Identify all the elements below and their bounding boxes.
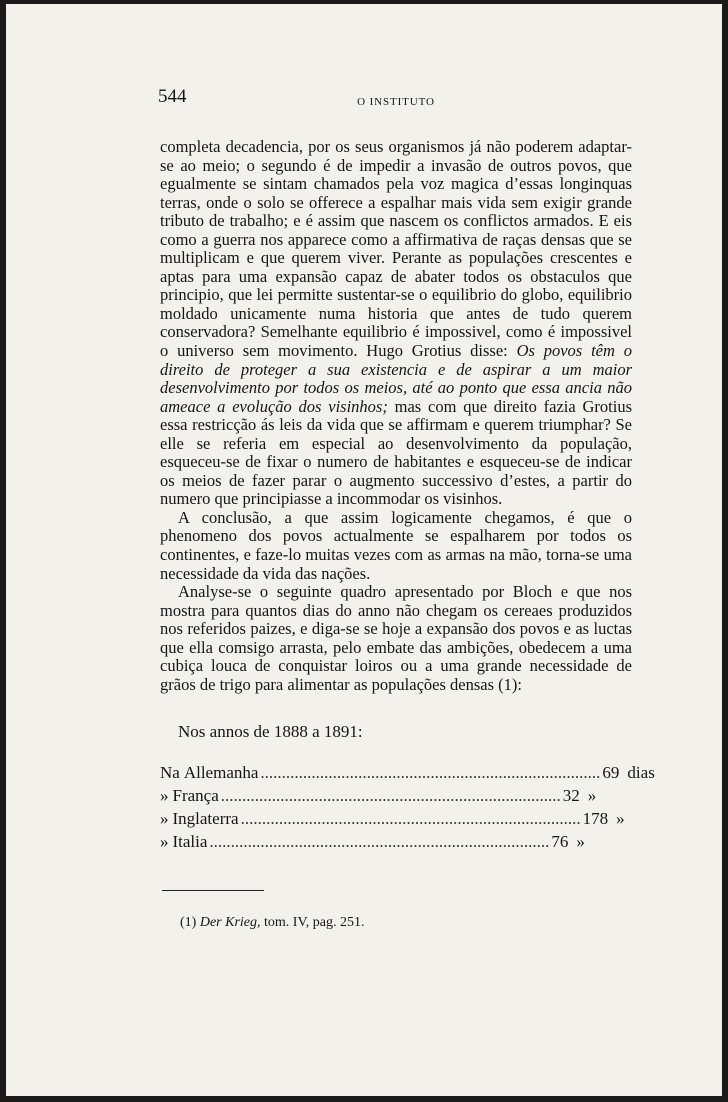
row-lead: » [160, 831, 169, 851]
row-lead: » [160, 808, 169, 828]
leader-dots: ................................................................................ [220, 785, 561, 805]
days-unit: » [576, 831, 585, 851]
page-content [158, 86, 655, 933]
footnote-reference: tom. IV, pag. 251. [260, 914, 365, 930]
country-name: Inglaterra [172, 808, 239, 828]
days-value: 32 [562, 785, 580, 805]
row-lead: » [160, 785, 169, 805]
days-unit: » [616, 808, 625, 828]
running-header [158, 86, 632, 112]
text-segment: completa decadencia, por os seus organismos já não poderem adaptar-se ao meio; o segundo é de impedir a invasão de outros povos, que egualmente se sintam chamados pela voz magica d’essas longinquas terras, onde o solo se offerece a espalhar mais vida sem exigir grande tributo de trabalho; e é assim que nascem os conflictos armados. E eis como a guerra nos apparece como a affirmativa de raças densas que se multiplicam e que querem viver. Perante as populações crescentes e aptas para uma expansão capaz de abater todos os obstaculos que principio, que lei permitte sustentar-se o equilibrio do globo, equilibrio moldado unicamente numa historia que antes de tudo querem conservadora? Semelhante equilibrio é impossivel, como é impossivel o universo sem movimento. Hugo Grotius disse: [160, 137, 632, 361]
row-lead: Na [160, 762, 180, 782]
paragraph [160, 138, 632, 509]
footnote [180, 914, 632, 933]
text-segment: A conclusão, a que assim logicamente chegamos, é que o phenomeno dos povos actualmente se espalharem por todos os continentes, e faze-lo muitas vezes com as armas na mão, torna-se uma necessidade da vida das nações. [160, 507, 632, 583]
paragraph [160, 583, 632, 694]
paragraph [160, 509, 632, 583]
footnote-title: Der Krieg, [199, 914, 261, 930]
days-value: 76 [551, 831, 569, 851]
days-value: 178 [582, 808, 609, 828]
country-name: Italia [172, 831, 208, 851]
body-text [160, 138, 632, 694]
book-page [6, 4, 722, 1096]
footnote-rule [162, 890, 264, 891]
running-title: O INSTITUTO [357, 96, 435, 108]
leader-dots: ................................................................................ [209, 831, 550, 851]
days-value: 69 [602, 762, 620, 782]
table-row [160, 762, 655, 787]
days-unit: dias [627, 762, 655, 782]
period-heading: Nos annos de 1888 a 1891: [178, 722, 363, 742]
country-name: Allemanha [183, 762, 259, 782]
text-segment: Analyse-se o seguinte quadro apresentado por Bloch e que nos mostra para quantos dias do anno não chegam os cereaes produzidos nos referidos paizes, e diga-se se hoje a expansão dos povos e as luctas que ella comsigo arrasta, pelo embate das ambições, obedecem a uma cubiça louca de conquistar loiros ou a uma grande necessidade de grãos de trigo para alimentar as populações densas (1): [160, 582, 632, 694]
leader-dots: ................................................................................ [260, 762, 601, 782]
leader-dots: ................................................................................ [240, 808, 581, 828]
cereal-days-table [160, 762, 655, 856]
table-row [160, 785, 597, 810]
table-row [160, 831, 585, 856]
text-segment: mas com que direito fazia Grotius essa restricção ás leis da vida que se affirmam e querem triumphar? Se elle se referia em especial ao desenvolvimento da população, esqueceu-se de fixar o numero de habitantes e esqueceu-se de indicar os meios de fazer parar o augmento successivo d’estes, a partir do numero que principiasse a incommodar os visinhos. [160, 396, 632, 509]
days-unit: » [587, 785, 597, 805]
page-number: 544 [158, 86, 187, 107]
table-row [160, 808, 625, 833]
italic-quotation: Os povos têm o direito de proteger a sua existencia e de aspirar a um maior desenvolvimento por todos os meios, até ao ponto que essa ancia não ameace a evolução dos visinhos; [160, 341, 632, 416]
footnote-marker: (1) [180, 914, 197, 930]
country-name: França [172, 785, 219, 805]
